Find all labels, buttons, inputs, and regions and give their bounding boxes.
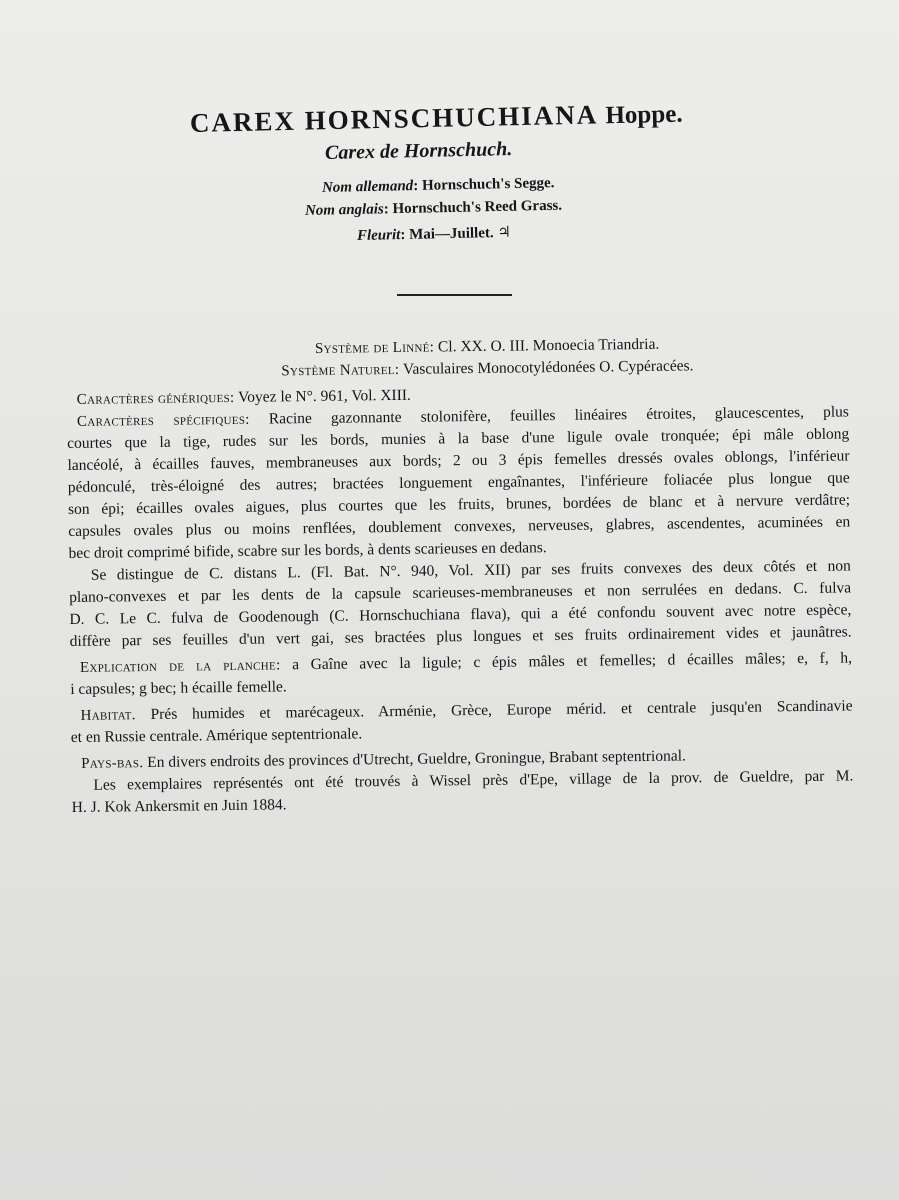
caracteres-specifiques-line: lancéolé, à écailles fauves, membraneuses aux bords; 2 ou 3 épis femelles dressés ovales oblongs, l'inférieur [67,447,850,474]
german-name-value: Hornschuch's Segge. [421,175,555,194]
german-name-label: Nom allemand [321,178,414,196]
english-name-value: Hornschuch's Reed Grass. [392,197,563,218]
flowering-label: Fleurit [356,227,401,244]
distinction-paragraph [69,555,852,653]
flowering-line: Fleurit: Mai—Juillet. ♃ [356,224,512,244]
caracteres-specifiques-line: bec droit comprimé bifide, scabre sur les bords, à dents scarieuses en dedans. [68,539,547,562]
body-text [66,331,854,819]
explication-paragraph [70,647,852,701]
systeme-linne-value: Cl. XX. O. III. Monoecia Triandria. [437,335,660,356]
species-name: CAREX HORNSCHUCHIANA [189,99,597,138]
caracteres-specifiques-line: courtes que la tige, rudes sur les bords, munies à la base d'une ligule ovale tronquée; épi mâle oblong [67,425,850,452]
page-title [190,97,711,139]
flowering-value: Mai—Juillet. ♃ [408,224,512,243]
exemplaires-line: Les exemplaires représentés ont été trouvés à Wissel près d'Epe, village de la prov. de Gueldre, par M. [93,767,854,794]
german-name-line: Nom allemand: Hornschuch's Segge. [321,175,555,196]
distinction-line: D. C. Le C. fulva de Goodenough (C. Hornschuchiana flava), qui a été confondu souvent avec notre espèce, [69,601,852,628]
pays-bas-value: En divers endroits des provinces d'Utrecht, Gueldre, Groningue, Brabant septentrional. [147,747,686,772]
english-name-label: Nom anglais [304,201,384,219]
caracteres-generiques-value: Voyez le N°. 961, Vol. XIII. [237,386,411,406]
french-name: Carex de Hornschuch. [324,138,513,164]
systeme-naturel-label: Système Naturel: [281,361,400,380]
habitat-paragraph [70,695,852,749]
species-author: Hoppe. [605,100,683,130]
explication-label: Explication de la planche: [79,657,281,676]
caracteres-specifiques-line: Caractères spécifiques: Racine gazonnante stolonifère, feuilles linéaires étroites, glaucescentes, plus [76,403,850,430]
habitat-line: et en Russie centrale. Amérique septentrionale. [70,725,363,746]
pays-bas-label: Pays-bas. [81,755,144,772]
systeme-linne-label: Système de Linné: [314,339,435,357]
english-name-line: Nom anglais: Hornschuch's Reed Grass. [304,197,563,219]
distinction-line: plano-convexes et par les dents de la capsule scarieuses-membraneuses et non serrulées en dedans. C. fulva [69,579,852,606]
distinction-line: diffère par ses feuilles d'un vert gai, ses bractées plus longues et ses fruits ordinairement vides et jaunâtres. [69,623,852,650]
exemplaires-line: H. J. Kok Ankersmit en Juin 1884. [71,796,287,816]
systeme-naturel-value: Vasculaires Monocotylédonées O. Cypéracées. [402,357,694,378]
caracteres-specifiques-line: son épi; écailles ovales aigues, plus courtes que les fruits, brunes, bordées de blanc et à nervure verdâtre; [67,491,851,518]
divider [397,294,512,296]
distinction-line: Se distingue de C. distans L. (Fl. Bat. N°. 940, Vol. XII) par ses fruits convexes des deux côtés et non [90,557,851,584]
habitat-label: Habitat. [80,707,136,724]
explication-line: Explication de la planche: a Gaîne avec la ligule; c épis mâles et femelles; d écailles mâles; e, f, h, [79,649,853,676]
caracteres-generiques-label: Caractères génériques: [76,389,235,408]
caracteres-specifiques-line: capsules ovales plus ou moins renflées, doublement convexes, nerveuses, glabres, ascendentes, acuminées en [68,513,851,540]
exemplaires-paragraph [71,765,853,819]
caracteres-specifiques [67,401,851,565]
caracteres-specifiques-label: Caractères spécifiques: [76,411,250,430]
explication-line: i capsules; g bec; h écaille femelle. [70,678,287,698]
caracteres-specifiques-line: pédonculé, très-éloigné des autres; bractées longuement engaînantes, l'inférieure foliacée plus longue que [67,469,850,496]
habitat-line: Habitat. Prés humides et marécageux. Arménie, Grèce, Europe mérid. et centrale jusqu'en Scandinavie [80,697,853,724]
